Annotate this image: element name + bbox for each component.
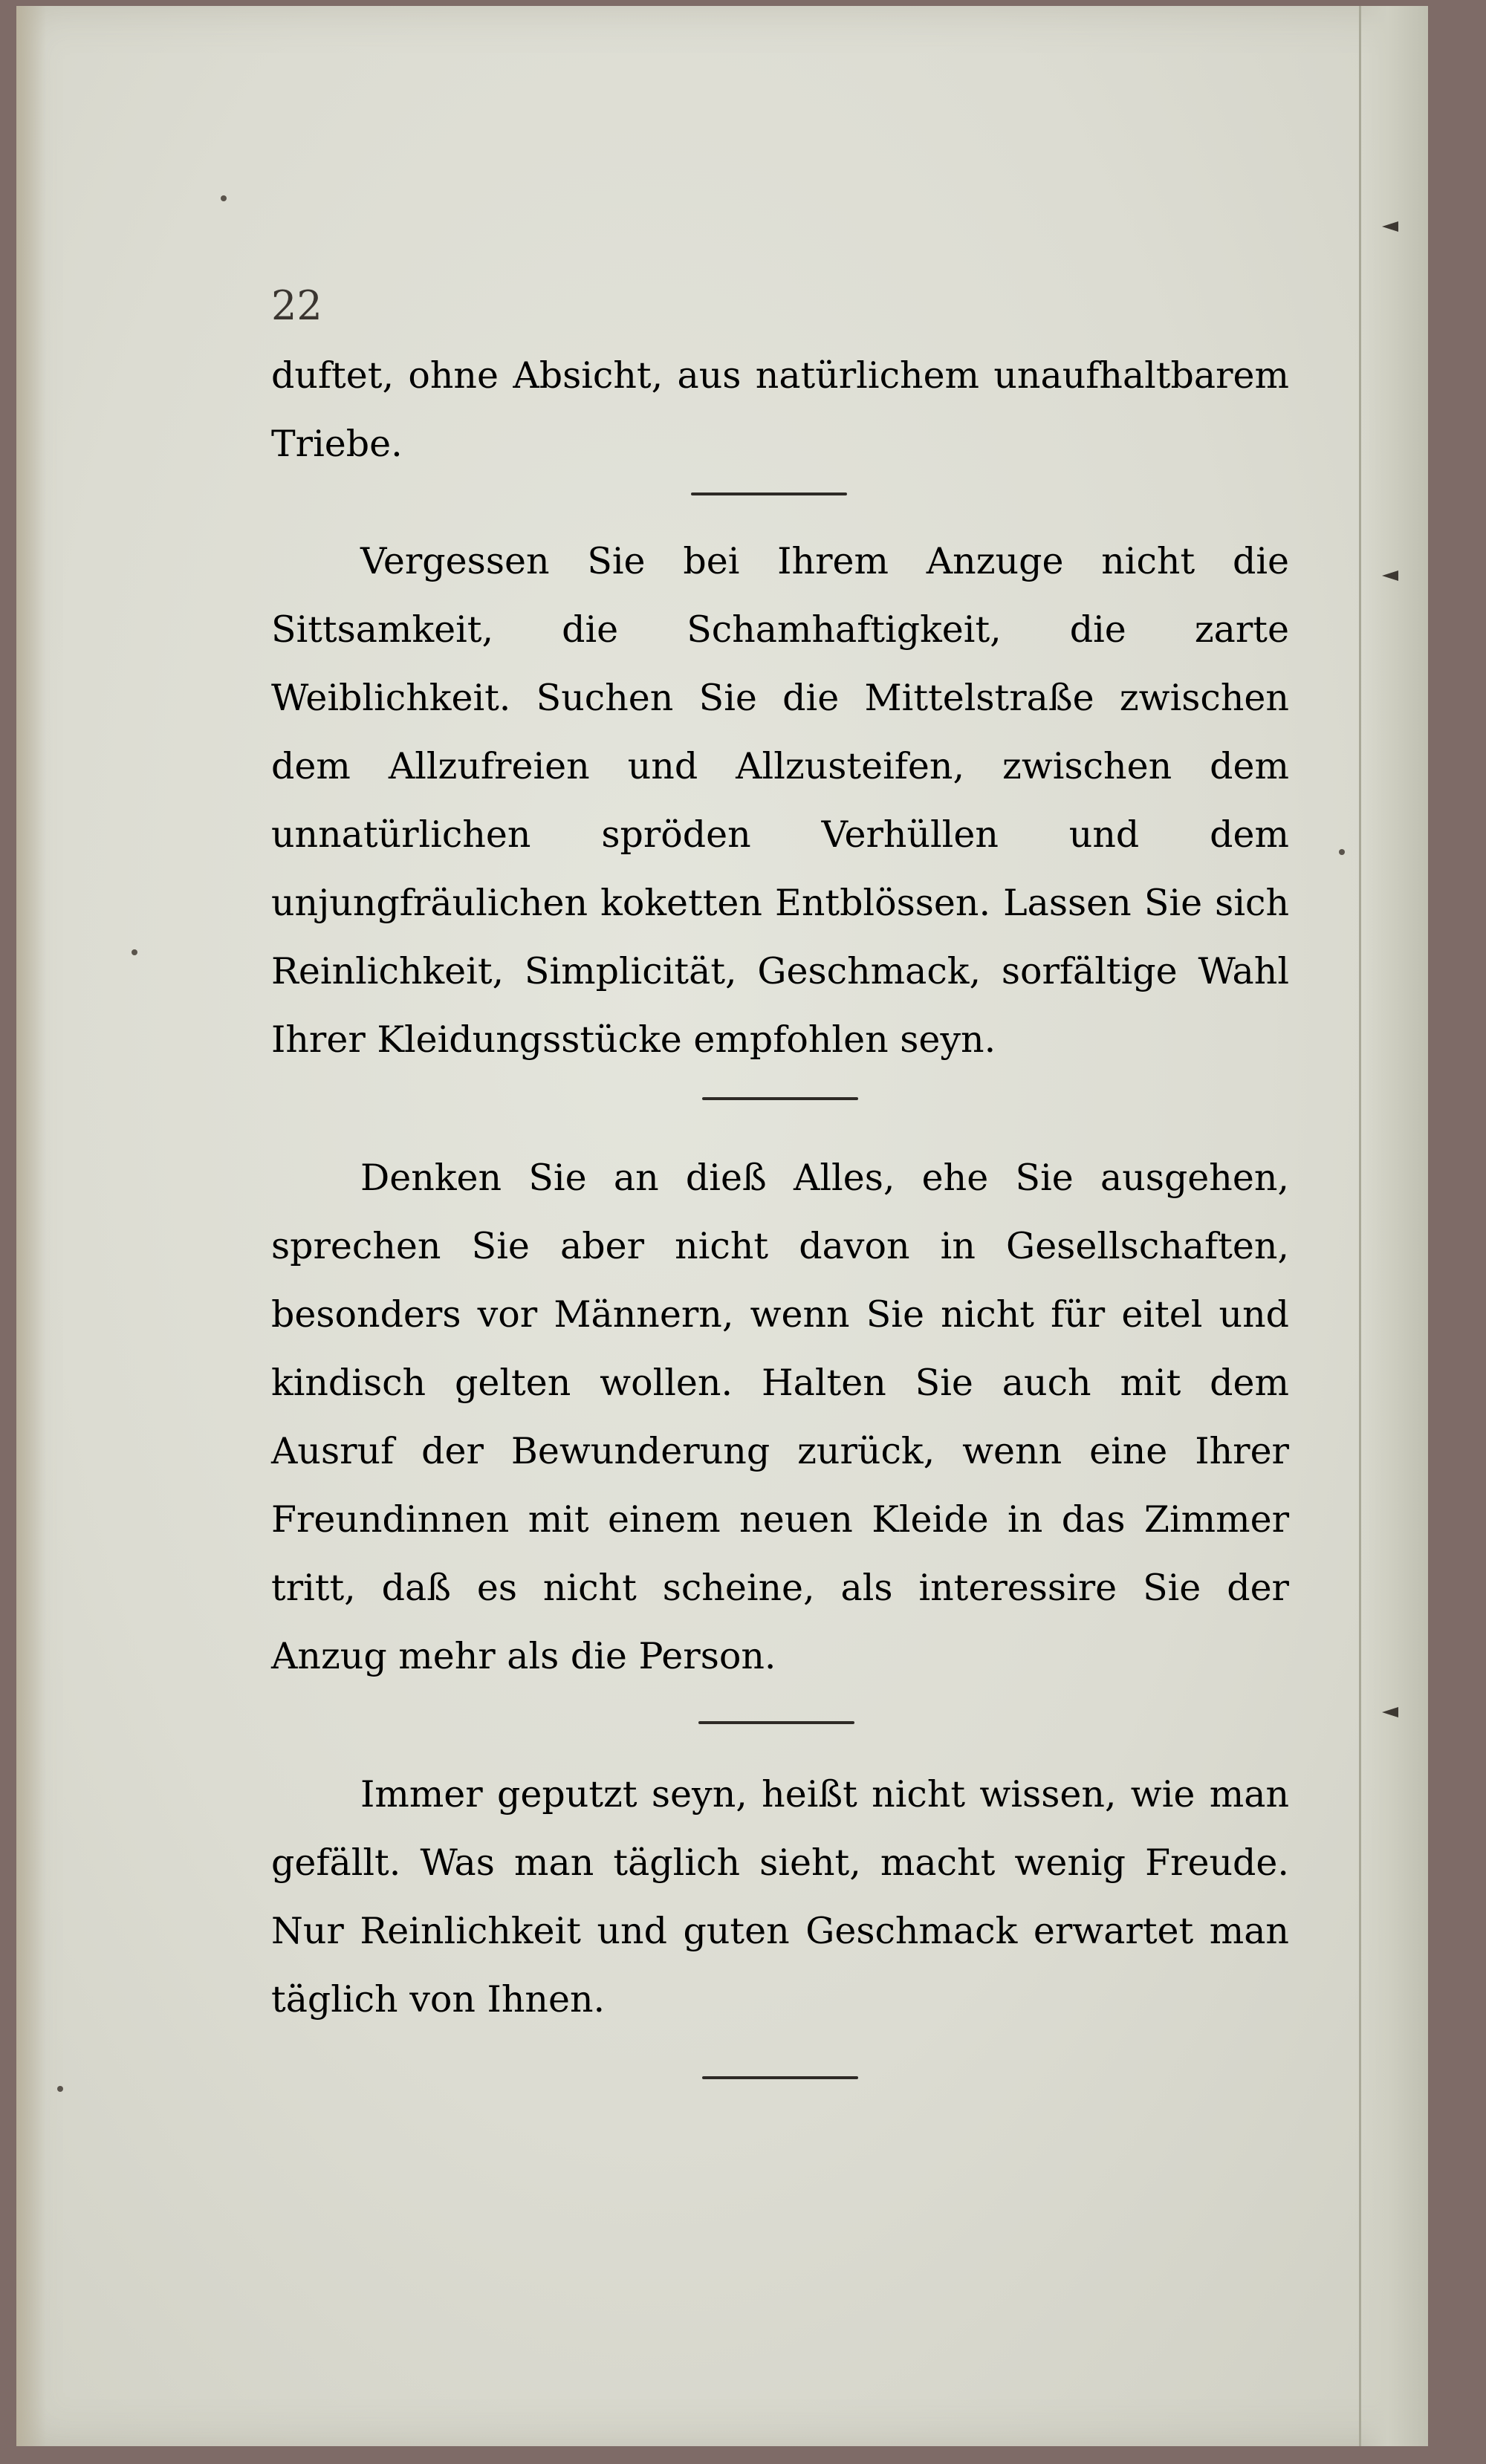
page-left-edge	[16, 6, 46, 2446]
paragraph-4: Immer geputzt seyn, heißt nicht wissen, wie man gefällt. Was man täglich sieht, macht wenig Freude. Nur Reinlichkeit und guten Geschmack erwartet man täglich von Ihnen.	[271, 1773, 1289, 2021]
paper-speck	[57, 2086, 63, 2092]
paper-speck	[221, 195, 227, 201]
page-number: 22	[271, 282, 322, 329]
paragraph-3: Denken Sie an dieß Alles, ehe Sie ausgehen, sprechen Sie aber nicht davon in Gesellschaften, besonders vor Männern, wenn Sie nicht für eitel und kindisch gelten wollen. Halten Sie auch mit dem Ausruf der Bewunderung zurück, wenn eine Ihrer Freundinnen mit einem neuen Kleide in das Zimmer tritt, daß es nicht scheine, als interessire Sie der Anzug mehr als die Person.	[271, 1157, 1289, 1677]
section-divider	[702, 2076, 858, 2079]
paragraph-1: duftet, ohne Absicht, aus natürlichem unaufhaltbarem Triebe.	[271, 354, 1289, 465]
section-divider	[702, 1097, 858, 1100]
paper-speck	[1339, 849, 1345, 855]
paragraph-2: Vergessen Sie bei Ihrem Anzuge nicht die Sittsamkeit, die Schamhaftigkeit, die zarte Weiblichkeit. Suchen Sie die Mittelstraße zwischen dem Allzufreien und Allzusteifen, zwischen dem unnatürlichen spröden Verhüllen und dem unjungfräulichen koketten Entblössen. Lassen Sie sich Reinlichkeit, Simplicität, Geschmack, sorfältige Wahl Ihrer Kleidungsstücke empfohlen seyn.	[271, 540, 1289, 1061]
paper-speck	[132, 949, 137, 955]
page-spine-edge	[1359, 6, 1428, 2446]
section-divider	[691, 493, 847, 495]
section-divider	[698, 1721, 854, 1724]
